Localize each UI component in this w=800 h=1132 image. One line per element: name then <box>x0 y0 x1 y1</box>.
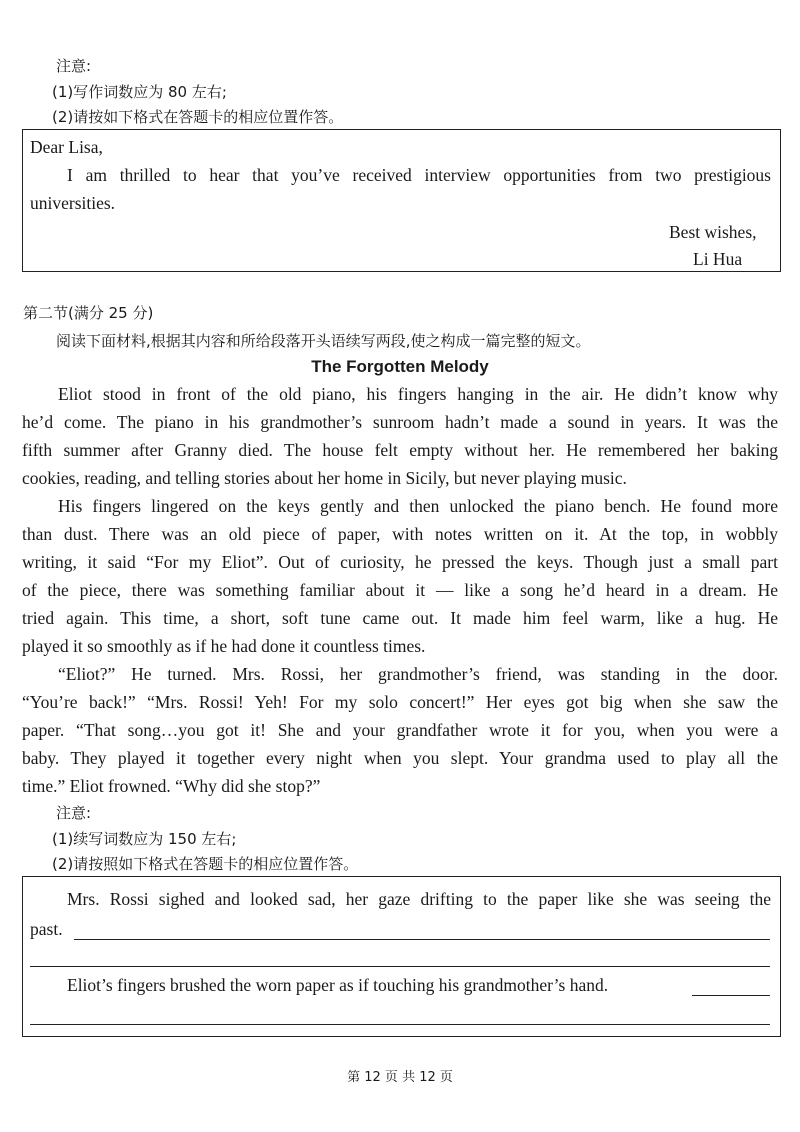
writing-line[interactable] <box>30 966 770 967</box>
section-instruction: 阅读下面材料,根据其内容和所给段落开头语续写两段,使之构成一篇完整的短文。 <box>56 332 591 350</box>
letter-box <box>22 129 781 272</box>
story-line: “You’re back!” “Mrs. Rossi! Yeh! For my solo concert!” Her eyes got big when she saw the <box>22 692 778 712</box>
letter-greeting: Dear Lisa, <box>30 137 103 157</box>
notes-item-1: (1)续写词数应为 150 左右; <box>52 830 237 848</box>
story-line: writing, it said “For my Eliot”. Out of curiosity, he pressed the keys. Though just a small part <box>22 552 778 572</box>
notes-item-2: (2)请按照如下格式在答题卡的相应位置作答。 <box>52 855 359 873</box>
story-line: baby. They played it together every night when you slept. Your grandma used to play all the <box>22 748 778 768</box>
section-header: 第二节(满分 25 分) <box>23 304 154 322</box>
story-title: The Forgotten Melody <box>311 357 489 376</box>
letter-body-line-2: universities. <box>30 193 116 213</box>
notes-item-2: (2)请按如下格式在答题卡的相应位置作答。 <box>52 108 344 126</box>
story-line: Eliot stood in front of the old piano, his fingers hanging in the air. He didn’t know why <box>58 384 778 404</box>
answer-para-2-line-1: Eliot’s fingers brushed the worn paper as if touching his grandmother’s hand. <box>67 975 609 995</box>
story-line: he’d come. The piano in his grandmother’s sunroom hadn’t made a sound in years. It was the <box>22 412 778 432</box>
page-number: 第 12 页 共 12 页 <box>347 1070 453 1085</box>
story-line: fifth summer after Granny died. The house felt empty without her. He remembered her baking <box>22 440 778 460</box>
letter-signature: Li Hua <box>693 249 743 269</box>
story-line: “Eliot?” He turned. Mrs. Rossi, her grandmother’s friend, was standing in the door. <box>58 664 778 684</box>
notes-heading: 注意: <box>56 804 92 822</box>
story-line: than dust. There was an old piece of paper, with notes written on it. At the top, in wobbly <box>22 524 778 544</box>
story-line: played it so smoothly as if he had done it countless times. <box>22 636 426 656</box>
writing-line[interactable] <box>692 995 770 996</box>
writing-line[interactable] <box>74 939 770 940</box>
story-line: time.” Eliot frowned. “Why did she stop?” <box>22 776 321 796</box>
letter-closing: Best wishes, <box>669 222 757 242</box>
story-line: paper. “That song…you got it! She and your grandfather wrote it for you, when you were a <box>22 720 778 740</box>
story-line: cookies, reading, and telling stories about her home in Sicily, but never playing music. <box>22 468 627 488</box>
notes-item-1: (1)写作词数应为 80 左右; <box>52 83 227 101</box>
story-line: His fingers lingered on the keys gently and then unlocked the piano bench. He found more <box>58 496 778 516</box>
notes-heading: 注意: <box>56 57 92 75</box>
letter-body-line-1: I am thrilled to hear that you’ve received interview opportunities from two prestigious <box>67 165 771 185</box>
story-line: of the piece, there was something familiar about it — like a song he’d heard in a dream. He <box>22 580 778 600</box>
writing-line[interactable] <box>30 1024 770 1025</box>
answer-para-1-line-1: Mrs. Rossi sighed and looked sad, her gaze drifting to the paper like she was seeing the <box>67 889 771 909</box>
story-line: tried again. This time, a short, soft tune came out. It made him feel warm, like a hug. He <box>22 608 778 628</box>
answer-para-1-line-2: past. <box>30 919 63 939</box>
